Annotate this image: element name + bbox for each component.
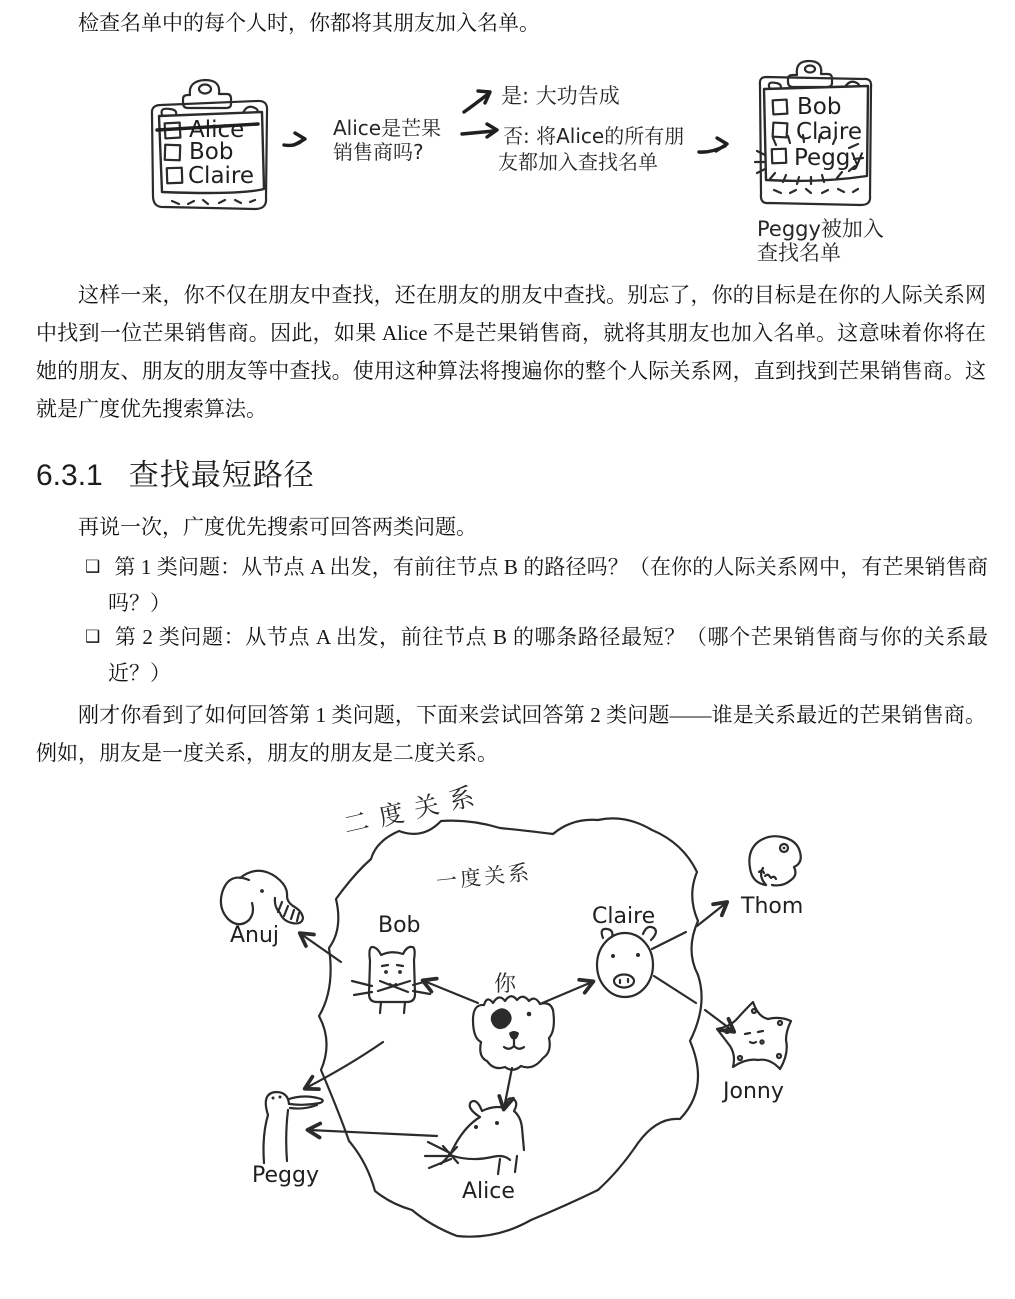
bullet-question-type-1 (36, 550, 988, 621)
claire-label: Claire (592, 904, 656, 929)
clip-hole (805, 66, 815, 73)
alice-rat (425, 1098, 524, 1174)
edge-you-alice (504, 1068, 512, 1108)
edge-bob-peggy (306, 1042, 383, 1088)
section-title: 查找最短路径 (128, 459, 315, 492)
mango-question-annotation (333, 116, 441, 164)
list-item-bob: Bob (189, 139, 234, 165)
board-speckles (774, 189, 858, 193)
bob-label: Bob (378, 913, 421, 938)
edge-you-bob (424, 981, 478, 1003)
clipboard-flow-figure (0, 55, 1015, 273)
flow-arrow-2 (699, 138, 727, 152)
paragraph-search-explanation: 这样一来，你不仅在朋友中查找，还在朋友的朋友中查找。别忘了，你的目标是在你的人际关系网中找到一位芒果销售商。因此，如果 Alice 不是芒果销售商，就将其朋友也加入名单。这意味着你将在她的朋友、朋友的朋友等中查找。使用这种算法将搜遍你的整个人际关系网，直到找到芒果销售商。这就是广度优先搜索算法。 (36, 283, 986, 421)
anuj-elephant (221, 871, 303, 925)
figure-caption (757, 217, 884, 265)
first-degree-label: 一度关系 (435, 860, 533, 894)
peggy-label: Peggy (252, 1163, 319, 1188)
list-item-alice: Alice (189, 117, 245, 143)
no-branch (462, 124, 684, 174)
relationship-network-figure (0, 779, 1015, 1299)
bullet-text: 第 2 类问题：从节点 A 出发，前往节点 B 的哪条路径最短？（哪个芒果销售商与你的关系最近？） (108, 625, 988, 685)
claire-pig (597, 927, 656, 997)
edge-you-claire (540, 982, 592, 1004)
no-line1: 否: 将Alice的所有朋 (503, 124, 685, 148)
edge-claire-jonny-inner (654, 976, 696, 1003)
question-line2: 销售商吗? (333, 140, 424, 164)
you-dog (473, 996, 554, 1070)
you-label: 你 (494, 972, 517, 997)
list-item-claire: Claire (796, 119, 863, 145)
caption-line2: 查找名单 (757, 241, 841, 265)
bullet-text: 第 1 类问题：从节点 A 出发，有前往节点 B 的路径吗？（在你的人际关系网中，有芒果销售商吗？） (108, 555, 988, 615)
anuj-label: Anuj (230, 923, 280, 948)
alice-label: Alice (462, 1179, 515, 1204)
list-item-claire: Claire (188, 163, 255, 189)
caption-line1: Peggy被加入 (757, 217, 884, 241)
bullet-question-type-2 (36, 620, 988, 691)
jonny-label: Jonny (723, 1079, 784, 1104)
thom-fish (749, 836, 800, 885)
flow-arrow-1 (284, 133, 305, 145)
section-number: 6.3.1 (36, 459, 103, 492)
edge-alice-peggy (309, 1130, 437, 1136)
bob-cat (352, 947, 431, 1013)
paragraph-answer-type2: 刚才你看到了如何回答第 1 类问题，下面来尝试回答第 2 类问题——谁是关系最近的芒果销售商。例如，朋友是一度关系，朋友的朋友是二度关系。 (36, 703, 986, 765)
jonny-starfish (717, 1002, 791, 1069)
question-line1: Alice是芒果 (333, 116, 442, 140)
network-edges (301, 903, 733, 1136)
paragraph-two-questions: 再说一次，广度优先搜索可回答两类问题。 (78, 515, 477, 539)
second-degree-label: 二度关系 (340, 779, 488, 840)
yes-text: 是: 大功告成 (501, 84, 620, 108)
clip-hole (199, 85, 211, 94)
yes-branch (464, 84, 620, 112)
bullet-square-icon: ❑ (85, 557, 101, 576)
updated-list-clipboard (755, 61, 871, 205)
list-item-peggy: Peggy (794, 145, 865, 171)
list-item-bob: Bob (797, 94, 842, 120)
no-line2: 友都加入查找名单 (498, 150, 658, 174)
board-speckles (172, 200, 255, 204)
bullet-square-icon: ❑ (85, 627, 101, 646)
section-heading (36, 450, 936, 494)
thom-label: Thom (741, 894, 804, 919)
peggy-goose (264, 1092, 323, 1163)
intro-paragraph: 检查名单中的每个人时，你都将其朋友加入名单。 (78, 11, 540, 35)
search-list-clipboard (152, 80, 267, 209)
edge-claire-thom (697, 903, 726, 926)
edge-claire-thom-inner (652, 932, 686, 949)
